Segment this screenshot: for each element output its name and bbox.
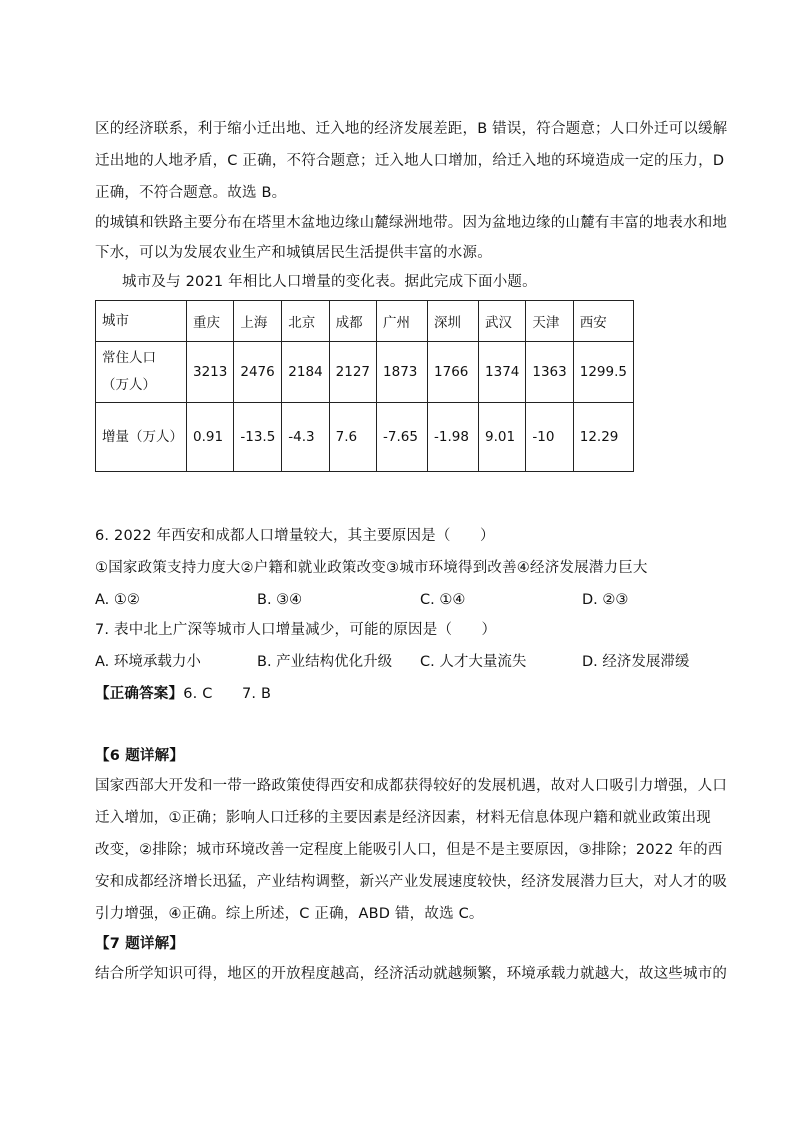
table-cell: 7.6 [329,403,376,472]
table-row [96,342,634,403]
question-7-option-a[interactable]: A. 环境承载力小 [95,654,201,670]
detail-7-title: 【7 题详解】 [95,936,185,952]
paragraph1-line-1: 区的经济联系，利于缩小迁出地、迁入地的经济发展差距，B 错误，符合题意；人口外迁可以缓解 [95,121,728,137]
table-intro: 城市及与 2021 年相比人口增量的变化表。据此完成下面小题。 [122,274,537,290]
table-header-city: 城市 [96,301,187,342]
table-cell: 天津 [526,301,573,342]
table-cell: 2127 [329,342,376,403]
table-cell: -7.65 [377,403,428,472]
detail-6-title: 【6 题详解】 [95,748,185,764]
question-6-option-b[interactable]: B. ③④ [257,592,303,608]
table-cell: 1374 [479,342,526,403]
table-row-label-population: 常住人口（万人） [96,342,187,403]
question-7-stem: 7. 表中北上广深等城市人口增量减少，可能的原因是（ ） [95,622,497,638]
table-cell: 1363 [526,342,573,403]
table-cell: 上海 [234,301,282,342]
table-cell: 0.91 [187,403,234,472]
table-cell: 深圳 [428,301,479,342]
table-cell: -4.3 [282,403,329,472]
table-cell: -1.98 [428,403,479,472]
table-cell: 重庆 [187,301,234,342]
table-cell: 成都 [329,301,376,342]
table-cell: 西安 [573,301,633,342]
answer-label: 【正确答案】 [95,686,184,702]
table-cell: 1873 [377,342,428,403]
question-7-option-d[interactable]: D. 经济发展滞缓 [582,654,690,670]
paragraph2-line-1: 的城镇和铁路主要分布在塔里木盆地边缘山麓绿洲地带。因为盆地边缘的山麓有丰富的地表水和地 [95,215,728,231]
question-6-stem: 6. 2022 年西安和成都人口增量较大，其主要原因是（ ） [95,528,495,544]
table-cell: 1299.5 [573,342,633,403]
table-cell: 武汉 [479,301,526,342]
table-cell: -13.5 [234,403,282,472]
question-6-option-c[interactable]: C. ①④ [420,592,466,608]
detail-6-line-1: 国家西部大开发和一带一路政策使得西安和成都获得较好的发展机遇，故对人口吸引力增强，人口 [95,778,728,794]
question-6-statements: ①国家政策支持力度大②户籍和就业政策改变③城市环境得到改善④经济发展潜力巨大 [95,560,648,576]
table-row-label-increase: 增量（万人） [96,403,187,472]
table-cell: 广州 [377,301,428,342]
table-row [96,403,634,472]
table-cell: 9.01 [479,403,526,472]
table-cell: 北京 [282,301,329,342]
table-cell: -10 [526,403,573,472]
table-row [96,301,634,342]
paragraph2-line-2: 下水，可以为发展农业生产和城镇居民生活提供丰富的水源。 [95,245,492,261]
detail-6-line-2: 迁入增加，①正确；影响人口迁移的主要因素是经济因素，材料无信息体现户籍和就业政策出现 [95,810,711,826]
answer-text: 6. C 7. B [183,686,272,702]
paragraph1-line-2: 迁出地的人地矛盾，C 正确，不符合题意；迁入地人口增加，给迁入地的环境造成一定的压力，D [95,153,725,169]
answer-line [95,684,271,704]
table-cell: 12.29 [573,403,633,472]
detail-6-line-4: 安和成都经济增长迅猛，产业结构调整，新兴产业发展速度较快，经济发展潜力巨大，对人才的吸 [95,874,728,890]
question-6-option-a[interactable]: A. ①② [95,592,140,608]
table-cell: 2184 [282,342,329,403]
table-cell: 2476 [234,342,282,403]
detail-7-line-1: 结合所学知识可得，地区的开放程度越高，经济活动就越频繁，环境承载力就越大，故这些城市的 [95,966,728,982]
table-cell: 1766 [428,342,479,403]
question-6-option-d[interactable]: D. ②③ [582,592,629,608]
table-cell: 3213 [187,342,234,403]
question-7-option-b[interactable]: B. 产业结构优化升级 [257,654,393,670]
paragraph1-line-3: 正确，不符合题意。故选 B。 [95,185,287,201]
question-7-option-c[interactable]: C. 人才大量流失 [420,654,527,670]
detail-6-line-3: 改变，②排除；城市环境改善一定程度上能吸引人口，但是不是主要原因，③排除；2022 年的西 [95,842,723,858]
population-table [95,300,634,472]
detail-6-line-5: 引力增强，④正确。综上所述，C 正确，ABD 错，故选 C。 [95,906,484,922]
